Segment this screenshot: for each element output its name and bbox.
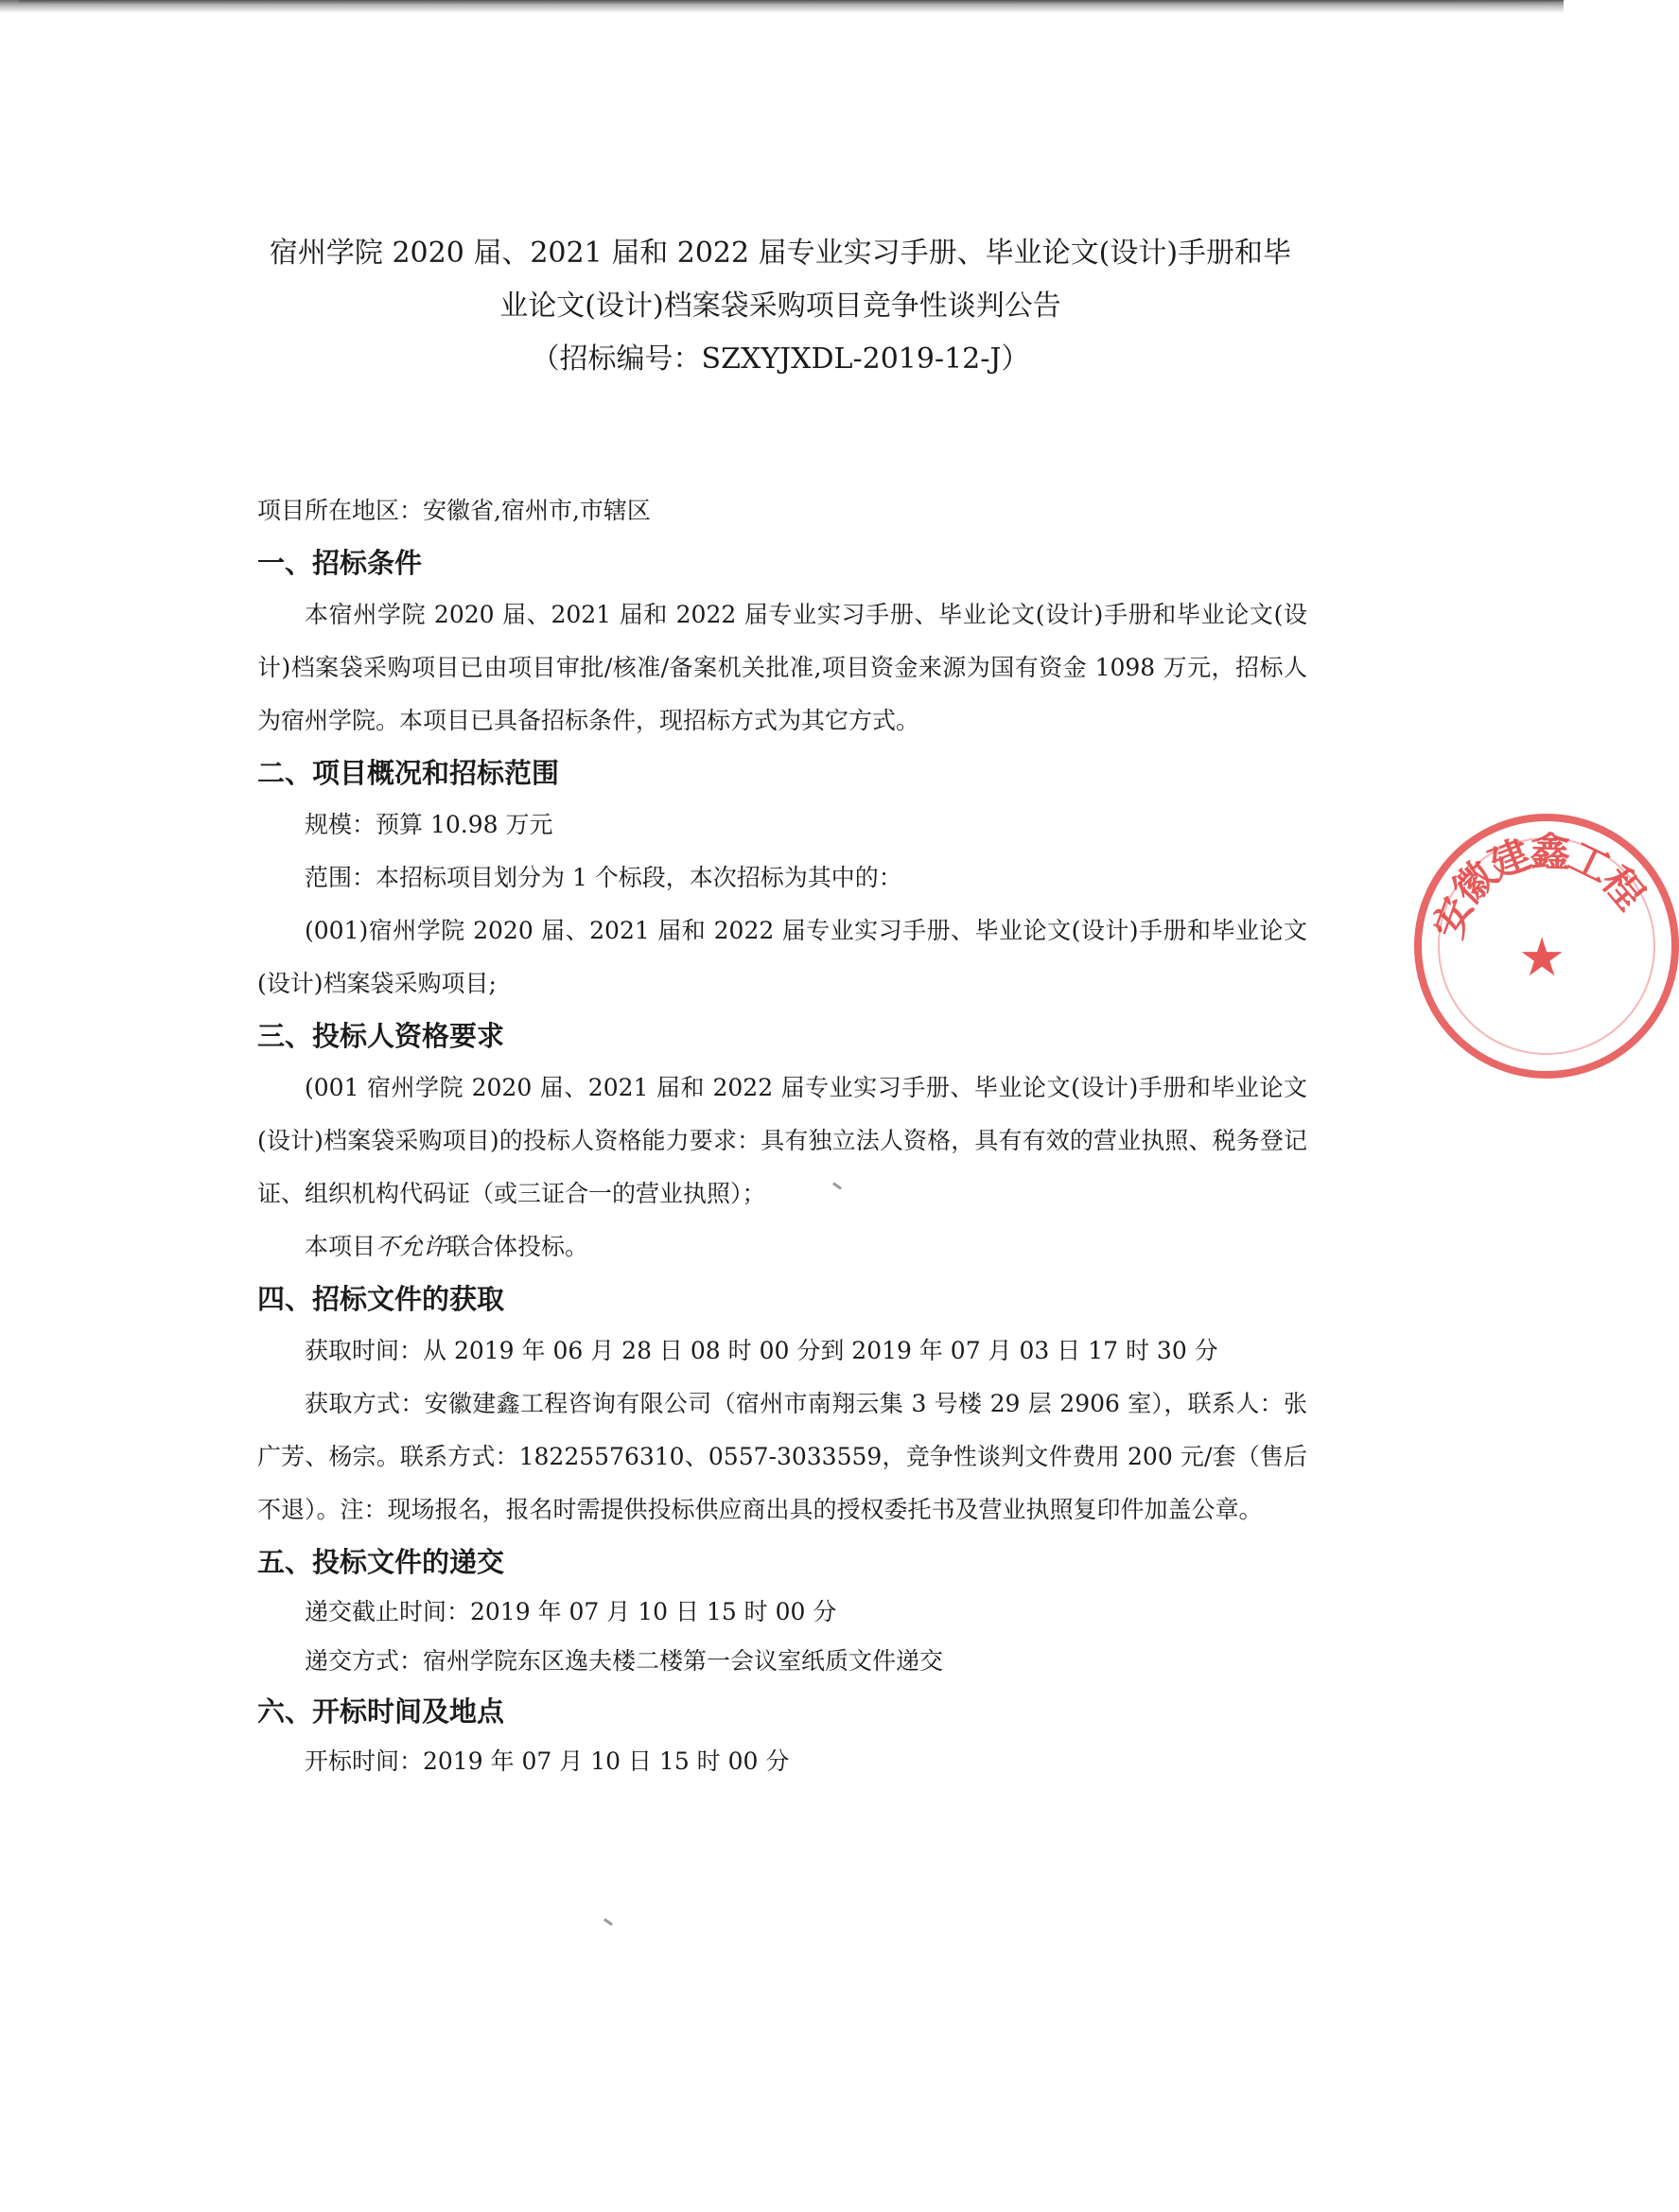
document-body [257,488,1307,1786]
consortium-suffix: 联合体投标。 [446,1233,589,1260]
seal-character: 徽 [1443,851,1506,913]
opening-time: 开标时间：2019 年 07 月 10 日 15 时 00 分 [305,1747,790,1775]
consortium-not-allowed: 不允许 [376,1233,447,1260]
section-heading-5: 五、投标文件的递交 [257,1546,505,1578]
consortium-prefix: 本项目 [305,1233,376,1260]
project-scale: 规模：预算 10.98 万元 [305,811,553,838]
section-heading-6: 六、开标时间及地点 [257,1695,505,1728]
project-location: 项目所在地区：安徽省,宿州市,市辖区 [257,497,651,524]
seal-character: 程 [1592,857,1654,919]
title-line-1: 宿州学院 2020 届、2021 届和 2022 届专业实习手册、毕业论文(设计)手册和毕 [269,237,1292,270]
title-line-2: 业论文(设计)档案袋采购项目竞争性谈判公告 [499,290,1061,323]
seal-star-icon: ★ [1518,927,1566,989]
section-heading-3: 三、投标人资格要求 [257,1020,505,1052]
scan-speck [603,1918,613,1925]
bid-number: （招标编号：SZXYJXDL-2019-12-J） [531,342,1030,376]
consortium-statement [257,1220,1307,1273]
submission-method: 递交方式：宿州学院东区逸夫楼二楼第一会议室纸质文件递交 [305,1647,944,1675]
project-scope: 范围：本招标项目划分为 1 个标段，本次招标为其中的： [305,864,902,891]
seal-character: 建 [1481,830,1537,888]
seal-character: 工 [1562,832,1618,892]
qualification-paragraph: (001 宿州学院 2020 届、2021 届和 2022 届专业实习手册、毕业论文(设计)手册和毕业论文(设计)档案袋采购项目)的投标人资格能力要求：具有独立法人资格，具有有效的营业执照、税务登记证、组织机构代码证（或三证合一的营业执照）； [257,1074,1307,1207]
lot-item: (001)宿州学院 2020 届、2021 届和 2022 届专业实习手册、毕业论文(设计)手册和毕业论文(设计)档案袋采购项目; [257,917,1307,997]
section-heading-4: 四、招标文件的获取 [257,1283,505,1315]
obtain-time: 获取时间：从 2019 年 06 月 28 日 08 时 00 分到 2019 年 07 月 03 日 17 时 30 分 [305,1337,1218,1364]
seal-character: 鑫 [1529,828,1571,876]
obtain-method: 获取方式：安徽建鑫工程咨询有限公司（宿州市南翔云集 3 号楼 29 层 2906 室），联系人：张广芳、杨宗。联系方式：18225576310、0557-3033559，竞争性谈判文件费用 200 元/套（售后不退）。注：现场报名，报名时需提供投标供应商出具的授权委托书及营业执照复印件加盖公章。 [257,1390,1307,1523]
section-heading-1: 一、招标条件 [257,547,423,579]
submission-deadline: 递交截止时间：2019 年 07 月 10 日 15 时 00 分 [305,1598,837,1625]
section-1-paragraph: 本宿州学院 2020 届、2021 届和 2022 届专业实习手册、毕业论文(设计)手册和毕业论文(设计)档案袋采购项目已由项目审批/核准/备案机关批准,项目资金来源为国有资金 1098 万元，招标人为宿州学院。本项目已具备招标条件，现招标方式为其它方式。 [257,601,1307,734]
document-title [236,227,1324,386]
seal-character: 安 [1424,890,1482,945]
section-heading-2: 二、项目概况和招标范围 [257,757,560,789]
